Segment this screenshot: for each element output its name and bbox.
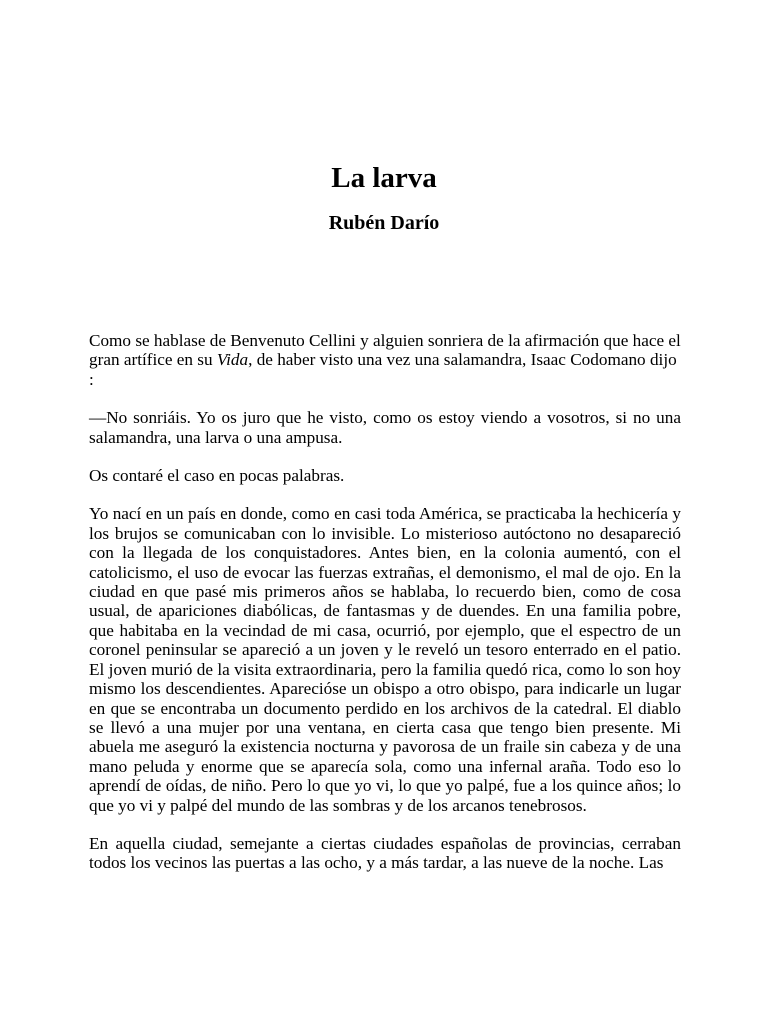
paragraph-5: En aquella ciudad, semejante a ciertas ciudades españolas de provincias, cerraban todos los vecinos las puertas a las ocho, y a más tardar, a las nueve de la noche. Las xyxy=(89,833,681,873)
paragraph-1-text-end: , de haber visto una vez una salamandra, Isaac Codomano dijo : xyxy=(89,350,677,389)
document-author: Rubén Darío xyxy=(328,212,440,234)
document-title: La larva xyxy=(331,162,437,194)
paragraph-3: Os contaré el caso en pocas palabras. xyxy=(89,466,345,486)
paragraph-4: Yo nací en un país en donde, como en casi toda América, se practicaba la hechicería y los brujos se comunicaban con lo invisible. Lo misterioso autóctono no desapareció con la llegada de los conquistadores. Antes bien, en la colonia aumentó, con el catolicismo, el uso de evocar las fuerzas extrañas, el demonismo, el mal de ojo. En la ciudad en que pasé mis primeros años se hablaba, lo recuerdo bien, como de cosa usual, de apariciones diabólicas, de fantasmas y de duendes. En una familia pobre, que habitaba en la vecindad de mi casa, ocurrió, por ejemplo, que el espectro de un coronel peninsular se apareció a un joven y le reveló un tesoro enterrado en el patio. El joven murió de la visita extraordinaria, pero la familia quedó rica, como lo son hoy mismo los descendientes. Aparecióse un obispo a otro obispo, para indicarle un lugar en que se encontraba un documento perdido en los archivos de la catedral. El diablo se llevó a una mujer por una ventana, en cierta casa que tengo bien presente. Mi abuela me aseguró la existencia nocturna y pavorosa de un fraile sin cabeza y de una mano peluda y enorme que se aparecía sola, como una infernal araña. Todo eso lo aprendí de oídas, de niño. Pero lo que yo vi, lo que yo palpé, fue a los quince años; lo que yo vi y palpé del mundo de las sombras y de los arcanos tenebrosos. xyxy=(89,504,681,815)
paragraph-1-italic-title: Vida xyxy=(216,350,249,370)
paragraph-2: —No sonriáis. Yo os juro que he visto, como os estoy viendo a vosotros, si no una salamandra, una larva o una ampusa. xyxy=(89,408,681,447)
paragraph-1 xyxy=(89,331,681,389)
paragraph-1-text: Como se hablase de Benvenuto Cellini y alguien sonriera de la afirmación que hace el gran artífice en su xyxy=(89,331,681,370)
document-body xyxy=(89,331,681,892)
